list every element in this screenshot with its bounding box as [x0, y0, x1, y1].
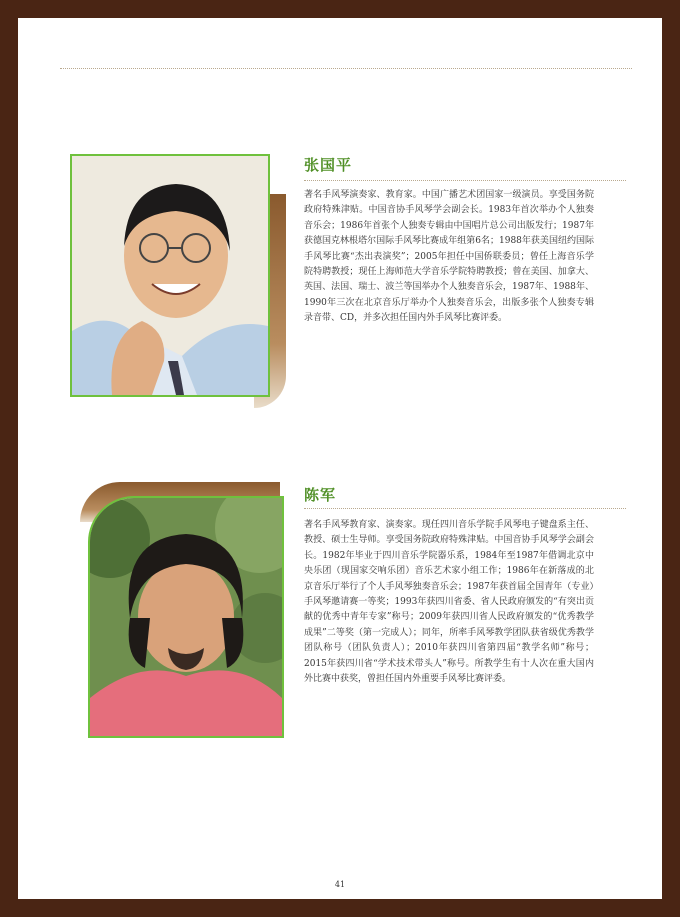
person-bio-1: 著名手风琴演奏家、教育家。中国广播艺术团国家一级演员。享受国务院政府特殊津贴。中国音协手风琴学会副会长。1983年首次举办个人独奏音乐会；1986年首张个人独奏专辑由中国唱片总公司出版发行；1987年获德国克林根塔尔国际手风琴比赛成年组第6名；1988年获美国纽约国际手风琴比赛“杰出表演奖”；2005年担任中国侨联委员；曾任上海音乐学院特聘教授；现任上海师范大学音乐学院特聘教授；曾在美国、加拿大、英国、法国、瑞士、波兰等国举办个人独奏音乐会，1987年、1988年、1990年三次在北京音乐厅举办个人独奏音乐会，出版多张个人独奏专辑录音带、CD，并多次担任国内外手风琴比赛评委。 — [304, 190, 594, 324]
portrait-photo-2 — [88, 496, 284, 738]
page — [18, 18, 662, 899]
person-bio-2: 著名手风琴教育家、演奏家。现任四川音乐学院手风琴电子键盘系主任、教授、硕士生导师。享受国务院政府特殊津贴。中国音协手风琴学会副会长。1982年毕业于四川音乐学院器乐系，1984年至1987年借调北京中央乐团（现国家交响乐团）音乐艺术家小组工作；1986年在新落成的北京音乐厅举行了个人手风琴独奏音乐会；1987年获首届全国青年（专业）手风琴邀请赛一等奖；1993年获四川省委、省人民政府颁发的“有突出贡献的优秀中青年专家”称号；2009年获四川省人民政府颁发的“优秀教学成果”二等奖（第一完成人）；同年，所率手风琴教学团队获省级优秀教学团队称号（团队负责人）；2010年获四川省第四届“教学名师”称号；2015年获四川省“学术技术带头人”称号。所教学生有十人次在重大国内外比赛中获奖，曾担任国内外重要手风琴比赛评委。 — [304, 520, 594, 685]
name-divider-1 — [304, 180, 626, 181]
portrait-photo-1 — [70, 154, 270, 397]
portrait-illustration-2 — [90, 498, 282, 736]
person-name-1: 张国平 — [304, 156, 353, 174]
portrait-illustration-1 — [72, 156, 268, 395]
page-number: 41 — [334, 880, 346, 889]
name-divider-2 — [304, 508, 626, 509]
person-name-2: 陈军 — [304, 486, 337, 504]
top-divider — [60, 68, 632, 69]
